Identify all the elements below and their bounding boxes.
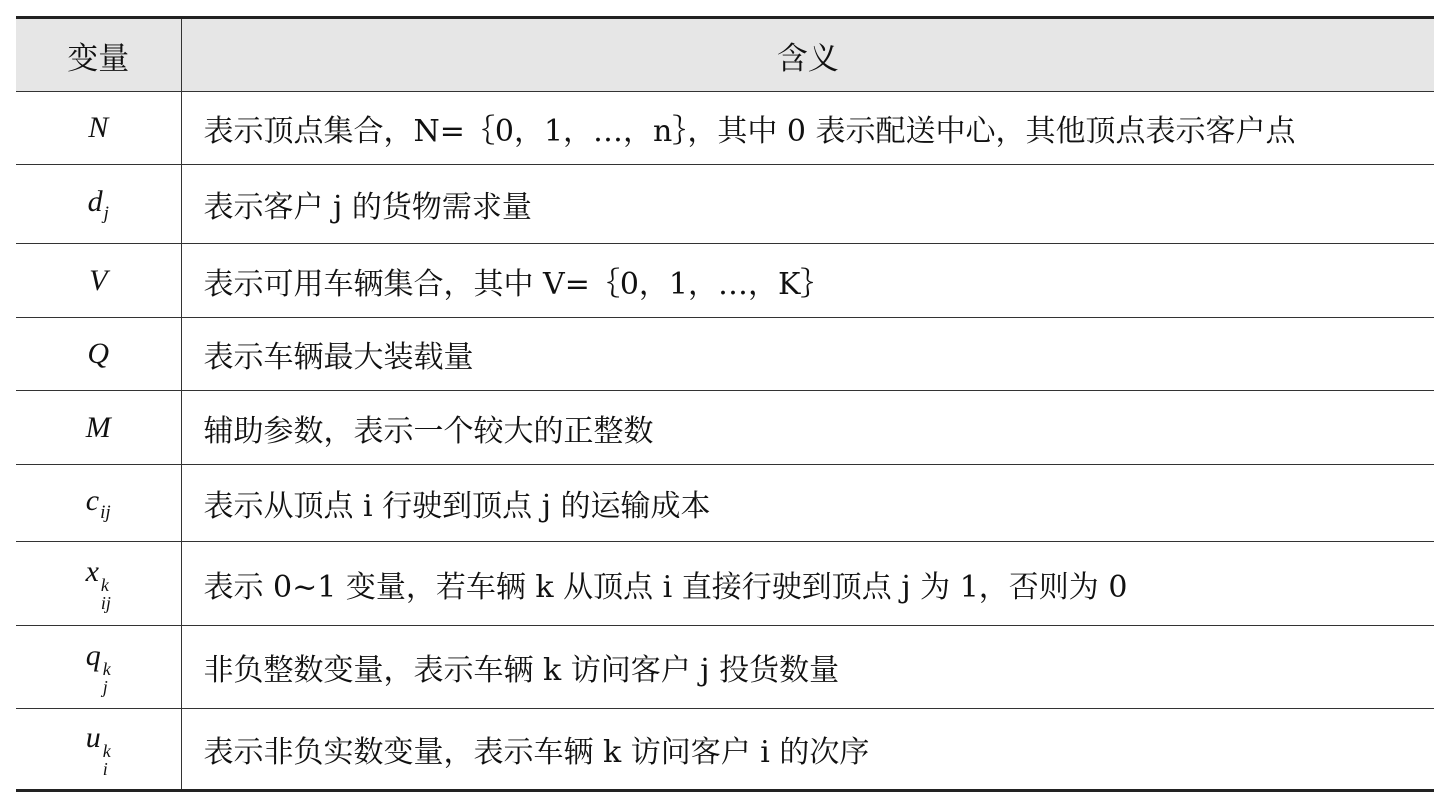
- symbol-base: Q: [87, 337, 110, 370]
- variable-cell: [16, 542, 181, 626]
- symbol-script-stack: [103, 742, 111, 778]
- variable-symbol: [89, 263, 108, 297]
- symbol-subscript: ij: [100, 502, 111, 523]
- meaning-cell: 非负整数变量，表示车辆 k 访问客户 j 投货数量: [181, 626, 1434, 709]
- variable-symbol: [88, 187, 109, 223]
- symbol-subscript: j: [103, 203, 109, 224]
- symbol-base: x: [85, 555, 99, 588]
- symbol-script-stack: [101, 576, 111, 612]
- symbol-base: u: [85, 720, 101, 754]
- variable-definition-table-container: [16, 16, 1434, 792]
- header-meaning: 含义: [181, 18, 1434, 92]
- table-row: [16, 391, 1434, 465]
- meaning-cell: 表示 0~1 变量，若车辆 k 从顶点 i 直接行驶到顶点 j 为 1，否则为 0: [181, 542, 1434, 626]
- symbol-base: M: [85, 410, 111, 444]
- variable-symbol: [86, 486, 111, 522]
- variable-symbol: [86, 557, 111, 612]
- meaning-cell: 辅助参数，表示一个较大的正整数: [181, 391, 1434, 465]
- symbol-base: N: [88, 111, 109, 144]
- symbol-base: V: [89, 263, 108, 297]
- variable-cell: [16, 465, 181, 542]
- meaning-cell: 表示可用车辆集合，其中 V=｛0，1，…，K｝: [181, 244, 1434, 318]
- table-row: [16, 244, 1434, 318]
- variable-cell: [16, 626, 181, 709]
- variable-cell: [16, 318, 181, 391]
- symbol-subscript: i: [102, 758, 108, 779]
- meaning-cell: 表示客户 j 的货物需求量: [181, 165, 1434, 244]
- variable-cell: [16, 391, 181, 465]
- table-row: [16, 626, 1434, 709]
- variable-symbol: [85, 410, 111, 444]
- symbol-subscript: ij: [100, 593, 111, 613]
- variable-cell: [16, 709, 181, 791]
- table-row: [16, 318, 1434, 391]
- meaning-cell: 表示从顶点 i 行驶到顶点 j 的运输成本: [181, 465, 1434, 542]
- variable-symbol: [85, 720, 111, 779]
- table-row: [16, 165, 1434, 244]
- meaning-cell: 表示车辆最大装载量: [181, 318, 1434, 391]
- symbol-base: q: [85, 638, 101, 672]
- table-header-row: [16, 18, 1434, 92]
- variable-symbol: [87, 339, 109, 369]
- variable-definition-table: [16, 16, 1434, 792]
- variable-cell: [16, 244, 181, 318]
- table-row: [16, 465, 1434, 542]
- table-row: [16, 92, 1434, 165]
- table-row: [16, 542, 1434, 626]
- variable-symbol: [88, 113, 108, 143]
- meaning-cell: 表示非负实数变量，表示车辆 k 访问客户 i 的次序: [181, 709, 1434, 791]
- meaning-cell: 表示顶点集合，N=｛0，1，…，n｝，其中 0 表示配送中心，其他顶点表示客户点: [181, 92, 1434, 165]
- symbol-superscript: k: [100, 575, 109, 595]
- symbol-script-stack: [103, 660, 111, 696]
- symbol-superscript: k: [102, 658, 111, 679]
- variable-cell: [16, 165, 181, 244]
- variable-cell: [16, 92, 181, 165]
- symbol-superscript: k: [102, 740, 111, 761]
- symbol-base: c: [85, 484, 100, 517]
- header-variable: 变量: [16, 18, 181, 92]
- symbol-base: d: [87, 185, 103, 218]
- symbol-subscript: j: [102, 676, 108, 697]
- variable-symbol: [85, 638, 111, 697]
- table-row: [16, 709, 1434, 791]
